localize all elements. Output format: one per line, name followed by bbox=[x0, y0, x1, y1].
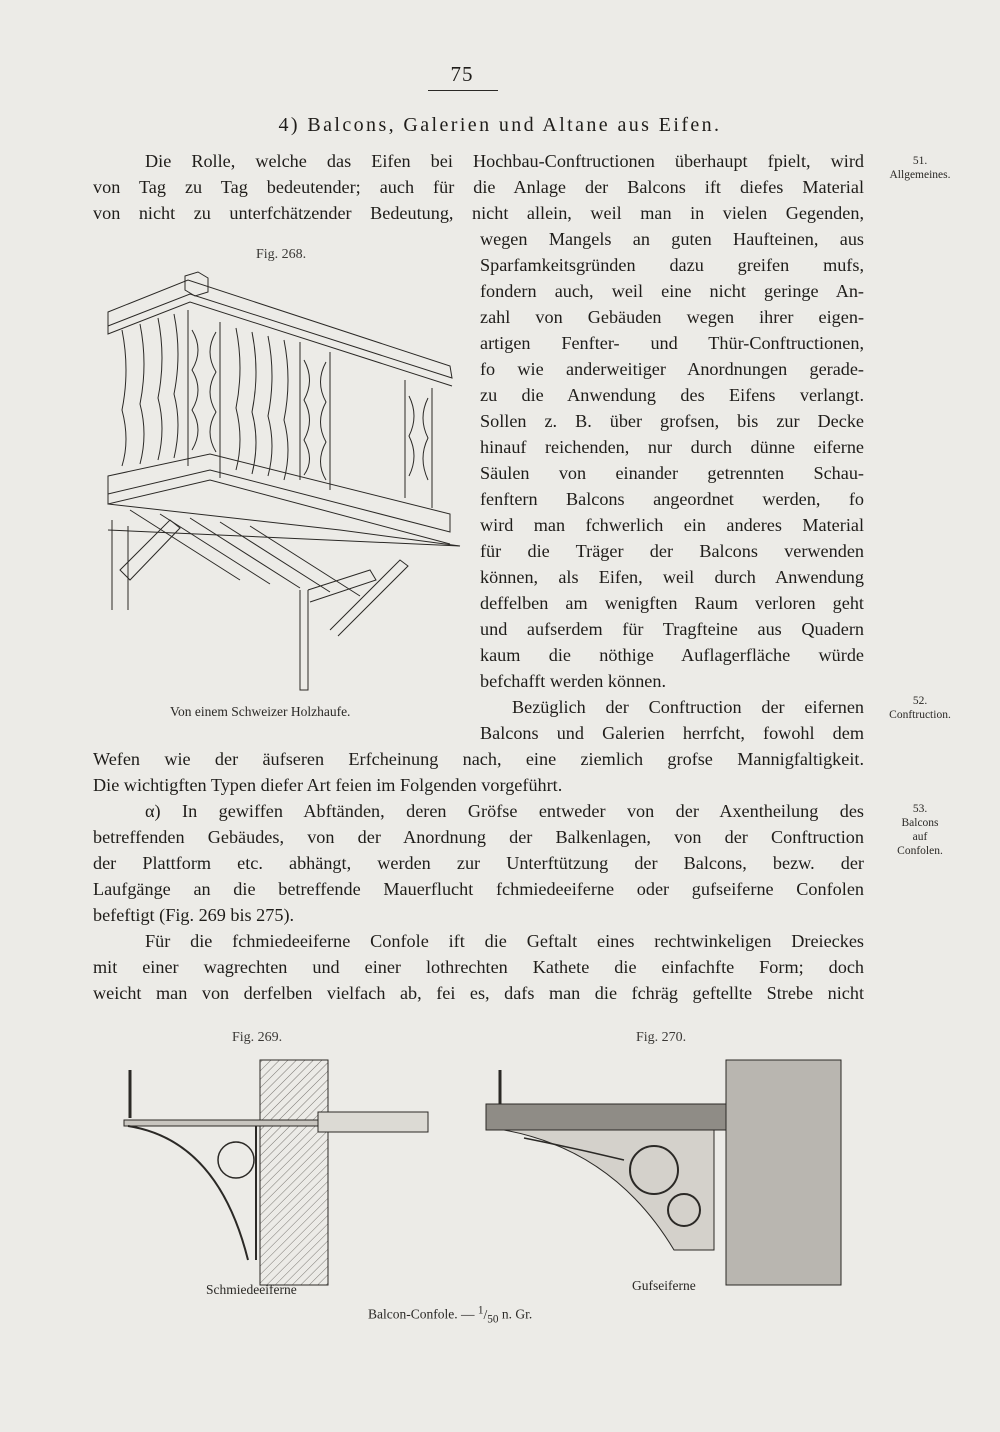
text-line: Bezüglich der Conftruction der eifernen bbox=[512, 697, 864, 717]
text-line: Sollen z. B. über grofsen, bis zur Decke bbox=[480, 411, 864, 431]
scale-denominator: 50 bbox=[487, 1313, 499, 1326]
text-line: wird man fchwerlich ein anderes Material bbox=[480, 515, 864, 535]
figure-268-label: Fig. 268. bbox=[256, 247, 307, 262]
text-line: und aufserdem für Tragfteine aus Quadern bbox=[480, 619, 864, 639]
text-line: mit einer wagrechten und einer lothrechten Kathete die einfachfte Form; doch bbox=[93, 957, 864, 977]
scale-fraction: $^1/_{50}$ bbox=[477, 1304, 499, 1326]
text-line: befeftigt (Fig. 269 bis 275). bbox=[93, 905, 295, 925]
figure-270-label: Fig. 270. bbox=[636, 1030, 687, 1045]
text-line: von Tag zu Tag bedeutender; auch für die Anlage der Balcons ift diefes Material bbox=[93, 177, 864, 197]
text-line: artigen Fenfter- und Thür-Conftructionen, bbox=[480, 333, 864, 353]
figure-269-label: Fig. 269. bbox=[232, 1030, 283, 1045]
text-line: befchafft werden können. bbox=[480, 671, 667, 691]
text-line: Die wichtigften Typen diefer Art feien im Folgenden vorgeführt. bbox=[93, 775, 563, 795]
figure-269-illustration bbox=[118, 1060, 448, 1290]
text-line: für die Träger der Balcons verwenden bbox=[480, 541, 864, 561]
scale-suffix: n. Gr. bbox=[501, 1306, 533, 1322]
margin-note-text: Confolen. bbox=[897, 845, 943, 857]
text-line: zu die Anwendung des Eifens verlangt. bbox=[480, 385, 864, 405]
margin-note-52 bbox=[872, 694, 968, 722]
figure-270-illustration bbox=[484, 1060, 854, 1290]
text-line: Balcons und Galerien herrfcht, fowohl dem bbox=[480, 723, 864, 743]
figure-270-caption: Gufseiferne bbox=[632, 1278, 696, 1293]
text-line: betreffenden Gebäudes, von der Anordnung der Balkenlagen, von der Conftruction bbox=[93, 827, 864, 847]
margin-note-text: auf bbox=[912, 831, 928, 843]
margin-note-number: 52. bbox=[912, 695, 928, 707]
text-line: fondern auch, weil eine nicht geringe An- bbox=[480, 281, 864, 301]
text-line: Die Rolle, welche das Eifen bei Hochbau-Conftructionen überhaupt fpielt, wird bbox=[145, 151, 864, 171]
text-line: kaum die nöthige Auflagerfläche würde bbox=[480, 645, 864, 665]
text-line: zahl von Gebäuden wegen ihrer eigen- bbox=[480, 307, 864, 327]
text-line: fo wie anderweitiger Anordnungen gerade- bbox=[480, 359, 864, 379]
text-line: α) In gewiffen Abftänden, deren Gröfse entweder von der Axentheilung des bbox=[145, 801, 864, 821]
figure-shared-caption bbox=[368, 1304, 532, 1325]
text-line: Säulen von einander getrennten Schau- bbox=[480, 463, 864, 483]
text-line: deffelben am wenigften Raum verloren geht bbox=[480, 593, 864, 613]
margin-note-number: 53. bbox=[912, 803, 928, 815]
text-line: wegen Mangels an guten Haufteinen, aus bbox=[480, 229, 864, 249]
text-line: Laufgänge an die betreffende Mauerflucht fchmiedeeiferne oder gufseiferne Confolen bbox=[93, 879, 864, 899]
margin-note-text: Conftruction. bbox=[889, 709, 951, 721]
page-number-rule bbox=[428, 90, 498, 91]
text-line: Für die fchmiedeeiferne Confole ift die Geftalt eines rechtwinkeligen Dreieckes bbox=[145, 931, 864, 951]
scale-numerator: 1 bbox=[477, 1304, 484, 1316]
text-line: weicht man von derfelben vielfach ab, fei es, dafs man die fchräg geftellte Strebe nicht bbox=[93, 983, 864, 1003]
figure-269-caption: Schmiedeeiferne bbox=[206, 1282, 297, 1297]
text-line: hinauf reichenden, nur durch dünne eiferne bbox=[480, 437, 864, 457]
text-line: können, als Eifen, weil durch Anwendung bbox=[480, 567, 864, 587]
margin-note-text: Allgemeines. bbox=[889, 169, 951, 181]
margin-note-number: 51. bbox=[912, 155, 928, 167]
text-line: von nicht zu unterfchätzender Bedeutung, nicht allein, weil man in vielen Gegenden, bbox=[93, 203, 864, 223]
page-number: 75 bbox=[450, 62, 474, 86]
text-line: fenftern Balcons angeordnet werden, fo bbox=[480, 489, 864, 509]
figure-268-caption: Von einem Schweizer Holzhaufe. bbox=[170, 704, 351, 719]
section-heading: 4) Balcons, Galerien und Altane aus Eifen. bbox=[278, 114, 722, 136]
text-line: Wefen wie der äufseren Erfcheinung nach, eine ziemlich grofse Mannigfaltigkeit. bbox=[93, 749, 864, 769]
text-line: der Plattform etc. abhängt, werden zur Unterftützung der Balcons, bezw. der bbox=[93, 853, 864, 873]
margin-note-text: Balcons bbox=[901, 817, 939, 829]
text-line: Sparfamkeitsgründen dazu greifen mufs, bbox=[480, 255, 864, 275]
margin-note-51 bbox=[872, 154, 968, 182]
margin-note-53 bbox=[872, 802, 968, 858]
shared-caption-text: Balcon-Confole. — bbox=[368, 1306, 475, 1322]
figure-268-illustration bbox=[100, 270, 470, 700]
